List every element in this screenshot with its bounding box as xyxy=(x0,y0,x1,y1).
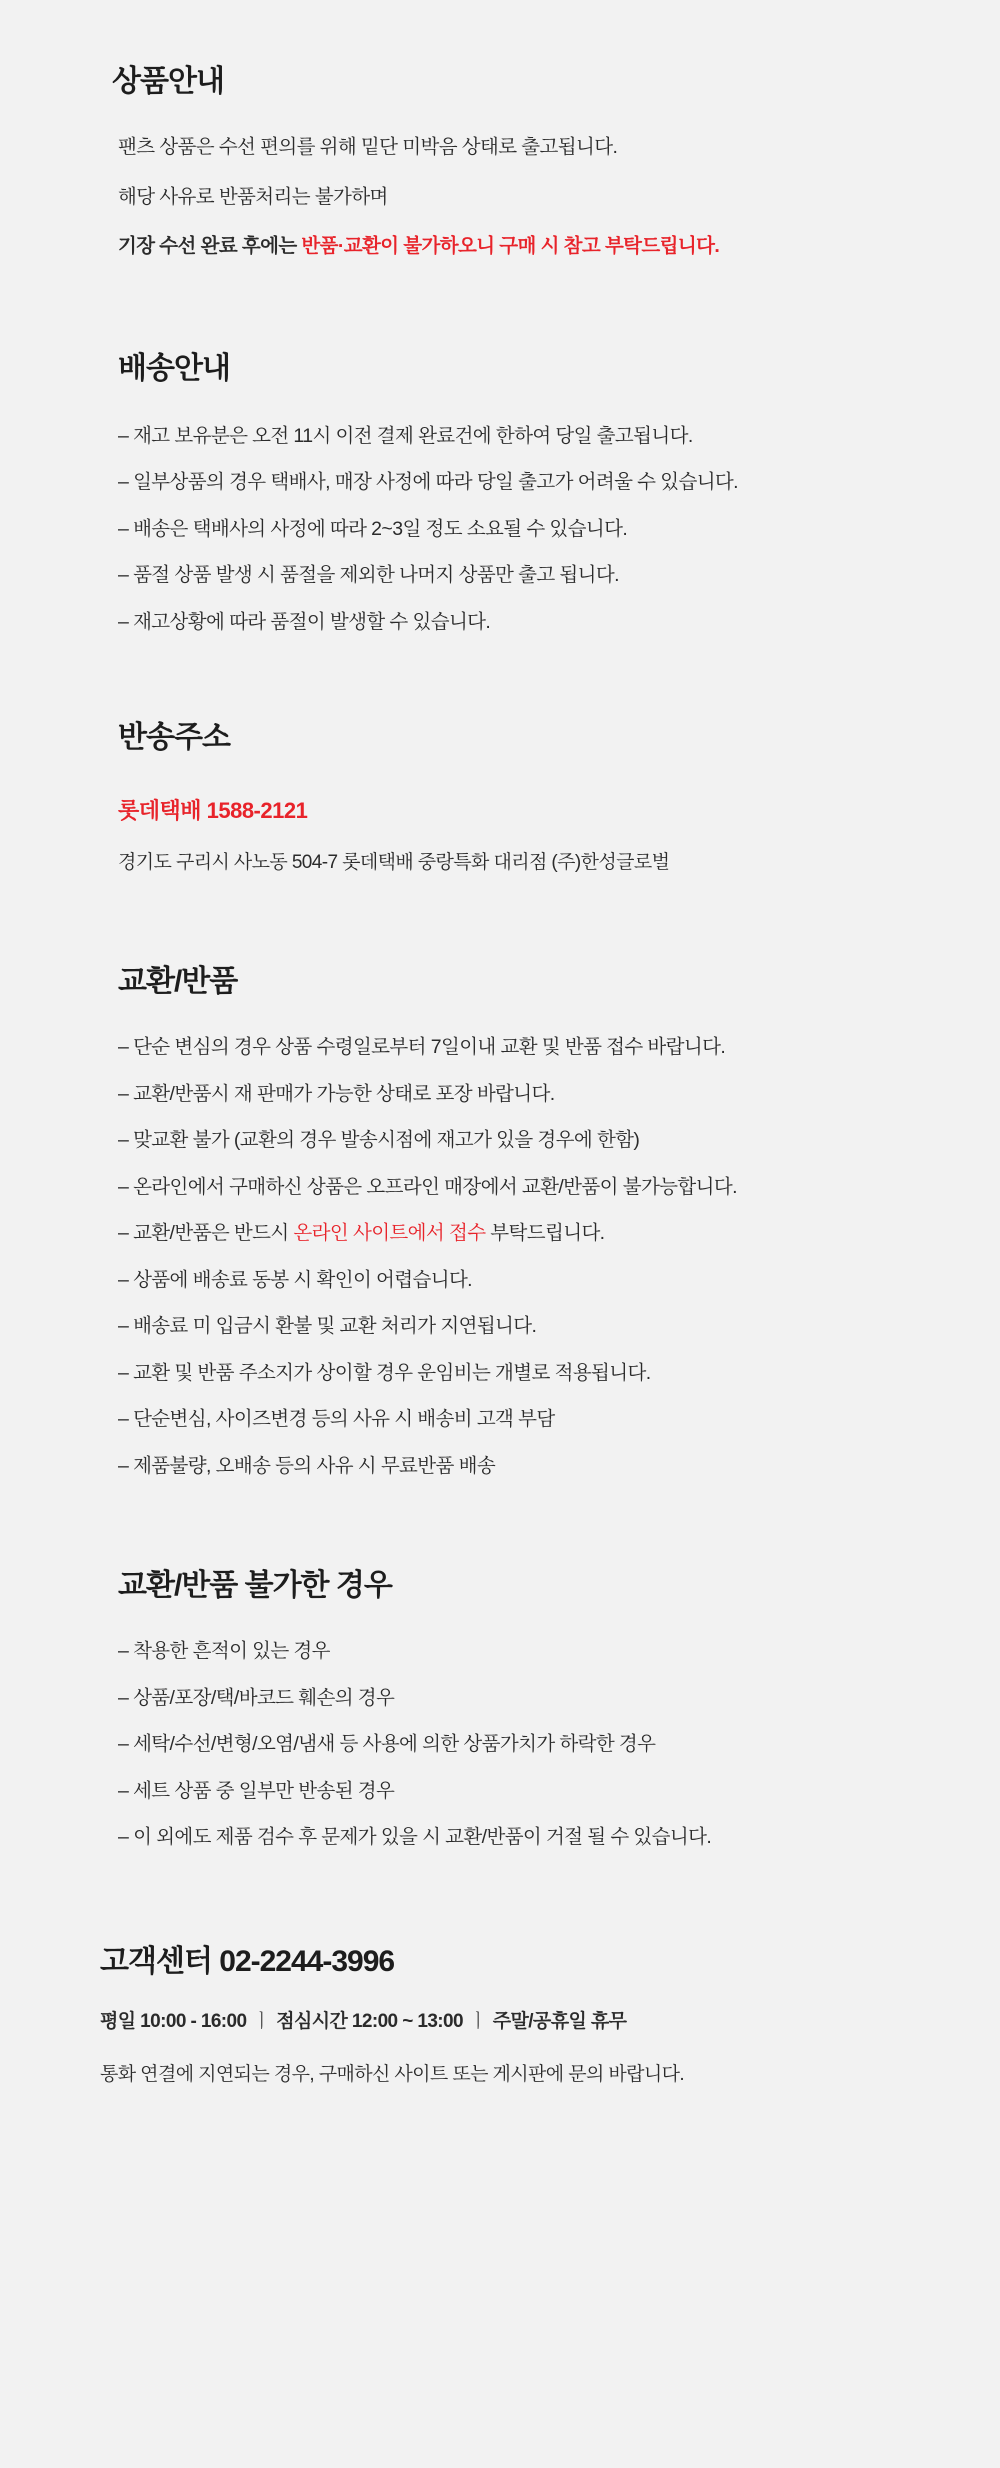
cs-hours-weekend: 주말/공휴일 휴무 xyxy=(492,2010,627,2032)
list-item: – 맞교환 불가 (교환의 경우 발송시점에 재고가 있을 경우에 한함) xyxy=(118,1129,640,1151)
list-item: – 배송은 택배사의 사정에 따라 2~3일 정도 소요될 수 있습니다. xyxy=(118,517,628,540)
section-return-address xyxy=(0,632,1000,874)
return-address-text: 경기도 구리시 사노동 504-7 롯데택배 중랑특화 대리점 (주)한성글로벌 xyxy=(118,852,670,873)
list-item: – 품절 상품 발생 시 품절을 제외한 나머지 상품만 출고 됩니다. xyxy=(118,564,619,586)
cs-hours-weekday: 평일 10:00 - 16:00 xyxy=(100,2010,247,2032)
list-item: – 교환 및 반품 주소지가 상이할 경우 운임비는 개별로 적용됩니다. xyxy=(118,1361,651,1384)
exchange-line-5-prefix: – 교환/반품은 반드시 xyxy=(118,1222,294,1244)
customer-service-title: 고객센터 02-2244-3996 xyxy=(100,1944,395,1978)
list-item: – 재고 보유분은 오전 11시 이전 결제 완료건에 한하여 당일 출고됩니다. xyxy=(118,424,693,447)
list-item: – 상품에 배송료 동봉 시 확인이 어렵습니다. xyxy=(118,1268,472,1291)
return-address-body xyxy=(118,794,930,874)
list-item: – 세트 상품 중 일부만 반송된 경우 xyxy=(118,1779,395,1802)
list-item: – 착용한 흔적이 있는 경우 xyxy=(118,1640,330,1662)
product-info-body xyxy=(118,138,930,257)
section-customer-service xyxy=(0,1848,1000,2086)
list-item: – 온라인에서 구매하신 상품은 오프라인 매장에서 교환/반품이 불가능합니다. xyxy=(118,1175,737,1198)
section-shipping-info xyxy=(0,257,1000,633)
list-item-highlighted xyxy=(118,1224,930,1244)
product-info-line-2: 해당 사유로 반품처리는 불가하며 xyxy=(118,185,388,208)
list-item: – 이 외에도 제품 검수 후 문제가 있을 시 교환/반품이 거절 될 수 있습니다. xyxy=(118,1826,712,1848)
list-item: – 일부상품의 경우 택배사, 매장 사정에 따라 당일 출고가 어려울 수 있습니다. xyxy=(118,471,738,493)
section-title-product-info: 상품안내 xyxy=(112,65,224,98)
section-title-return-address: 반송주소 xyxy=(118,721,230,754)
exchange-line-5-highlight: 온라인 사이트에서 접수 xyxy=(293,1222,486,1244)
list-item: – 단순변심, 사이즈변경 등의 사유 시 배송비 고객 부담 xyxy=(118,1408,555,1430)
customer-service-hours xyxy=(100,2006,930,2033)
product-info-line-3 xyxy=(118,237,930,257)
section-non-exchangeable xyxy=(0,1476,1000,1848)
section-title-shipping-info: 배송안내 xyxy=(118,351,230,385)
shipping-info-body xyxy=(118,424,930,633)
list-item: – 제품불량, 오배송 등의 사유 시 무료반품 배송 xyxy=(118,1454,496,1477)
cs-hours-separator-2: ㅣ xyxy=(468,2010,487,2032)
product-info-line-3-prefix: 기장 수선 완료 후에는 xyxy=(118,235,302,257)
section-exchange-return xyxy=(0,874,1000,1476)
section-title-exchange-return: 교환/반품 xyxy=(118,965,238,998)
customer-service-note: 통화 연결에 지연되는 경우, 구매하신 사이트 또는 게시판에 문의 바랍니다. xyxy=(100,2063,685,2085)
exchange-line-5-suffix: 부탁드립니다. xyxy=(485,1222,605,1244)
section-product-info xyxy=(0,0,1000,257)
list-item: – 교환/반품시 재 판매가 가능한 상태로 포장 바랍니다. xyxy=(118,1082,555,1105)
list-item: – 재고상황에 따라 품절이 발생할 수 있습니다. xyxy=(118,610,491,633)
section-title-non-exchangeable: 교환/반품 불가한 경우 xyxy=(118,1569,392,1602)
list-item: – 배송료 미 입금시 환불 및 교환 처리가 지연됩니다. xyxy=(118,1315,537,1337)
list-item: – 단순 변심의 경우 상품 수령일로부터 7일이내 교환 및 반품 접수 바랍니다. xyxy=(118,1036,726,1058)
cs-hours-separator-1: ㅣ xyxy=(252,2010,271,2032)
list-item: – 상품/포장/택/바코드 훼손의 경우 xyxy=(118,1686,395,1709)
exchange-return-body xyxy=(118,1038,930,1476)
cs-hours-lunch: 점심시간 12:00 ~ 13:00 xyxy=(276,2010,463,2032)
list-item: – 세탁/수선/변형/오염/냄새 등 사용에 의한 상품가치가 하락한 경우 xyxy=(118,1733,656,1755)
product-info-line-1: 팬츠 상품은 수선 편의를 위해 밑단 미박음 상태로 출고됩니다. xyxy=(118,136,618,158)
non-exchangeable-body xyxy=(118,1642,930,1848)
courier-phone: 롯데택배 1588-2121 xyxy=(118,798,308,823)
product-info-line-3-highlight: 반품·교환이 불가하오니 구매 시 참고 부탁드립니다. xyxy=(301,235,720,257)
